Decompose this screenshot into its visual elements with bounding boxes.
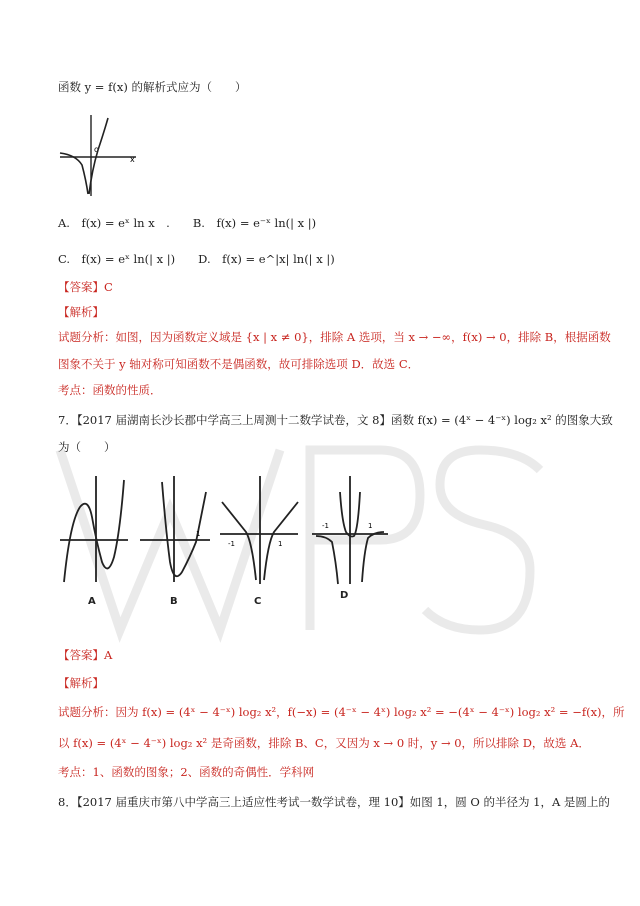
q7-graph-a-label: A <box>88 596 96 607</box>
q7-graph-d <box>310 472 390 602</box>
svg-text:x: x <box>130 155 135 164</box>
q7-analysis-line2: 以 f(x) = (4ˣ − 4⁻ˣ) log₂ x² 是奇函数，排除 B、C，又因为 x → 0 时，y → 0，所以排除 D，故选 A． <box>58 736 590 750</box>
svg-text:1: 1 <box>368 522 373 530</box>
q6-options-cd: C. f(x) = eˣ ln(| x |) D. f(x) = e^|x| ln(| x |) <box>58 252 335 266</box>
q7-graph-b <box>138 472 212 602</box>
q8-stem: 8．【2017 届重庆市第八中学高三上适应性考试一数学试卷，理 10】如图 1，圆 O 的半径为 1，A 是圆上的 <box>58 795 610 809</box>
q6-analysis-line2: 图象不关于 y 轴对称可知函数不是偶函数，故可排除选项 D．故选 C． <box>58 357 420 371</box>
svg-text:-1: -1 <box>228 540 235 548</box>
q7-graph-b-label: B <box>170 596 178 607</box>
q6-answer: 【答案】C <box>58 280 113 294</box>
q7-analysis-line1: 试题分析：因为 f(x) = (4ˣ − 4⁻ˣ) log₂ x²，f(−x) = (4⁻ˣ − 4ˣ) log₂ x² = −(4ˣ − 4⁻ˣ) log₂ x² = −f(x)，所 <box>58 705 625 719</box>
q7-analysis-head: 【解析】 <box>58 676 104 690</box>
q7-stem-line1: 7．【2017 届湖南长沙长郡中学高三上周测十二数学试卷，文 8】函数 f(x) = (4ˣ − 4⁻ˣ) log₂ x² 的图象大致 <box>58 413 613 427</box>
q7-graph-c <box>218 472 300 602</box>
q6-graph <box>58 110 138 200</box>
q7-kaodian: 考点：1、函数的图象；2、函数的奇偶性．学科网 <box>58 765 315 779</box>
svg-text:1: 1 <box>278 540 283 548</box>
q6-kaodian: 考点：函数的性质． <box>58 383 162 397</box>
q6-analysis-line1: 试题分析：如图，因为函数定义域是 {x | x ≠ 0}，排除 A 选项，当 x → −∞，f(x) → 0，排除 B，根据函数 <box>58 330 611 344</box>
q7-graph-a <box>58 472 130 602</box>
q6-options-ab: A. f(x) = eˣ ln x . B. f(x) = e⁻ˣ ln(| x |) <box>58 216 317 230</box>
svg-text:o: o <box>94 145 99 154</box>
svg-text:-1: -1 <box>322 522 329 530</box>
q6-stem: 函数 y = f(x) 的解析式应为（ ） <box>58 80 247 94</box>
q6-analysis-head: 【解析】 <box>58 305 104 319</box>
q7-graph-d-label: D <box>340 590 349 601</box>
q7-stem-line2: 为（ ） <box>58 440 116 454</box>
svg-text:1: 1 <box>196 530 201 538</box>
q7-graph-c-label: C <box>254 596 262 607</box>
q7-answer: 【答案】A <box>58 648 113 662</box>
